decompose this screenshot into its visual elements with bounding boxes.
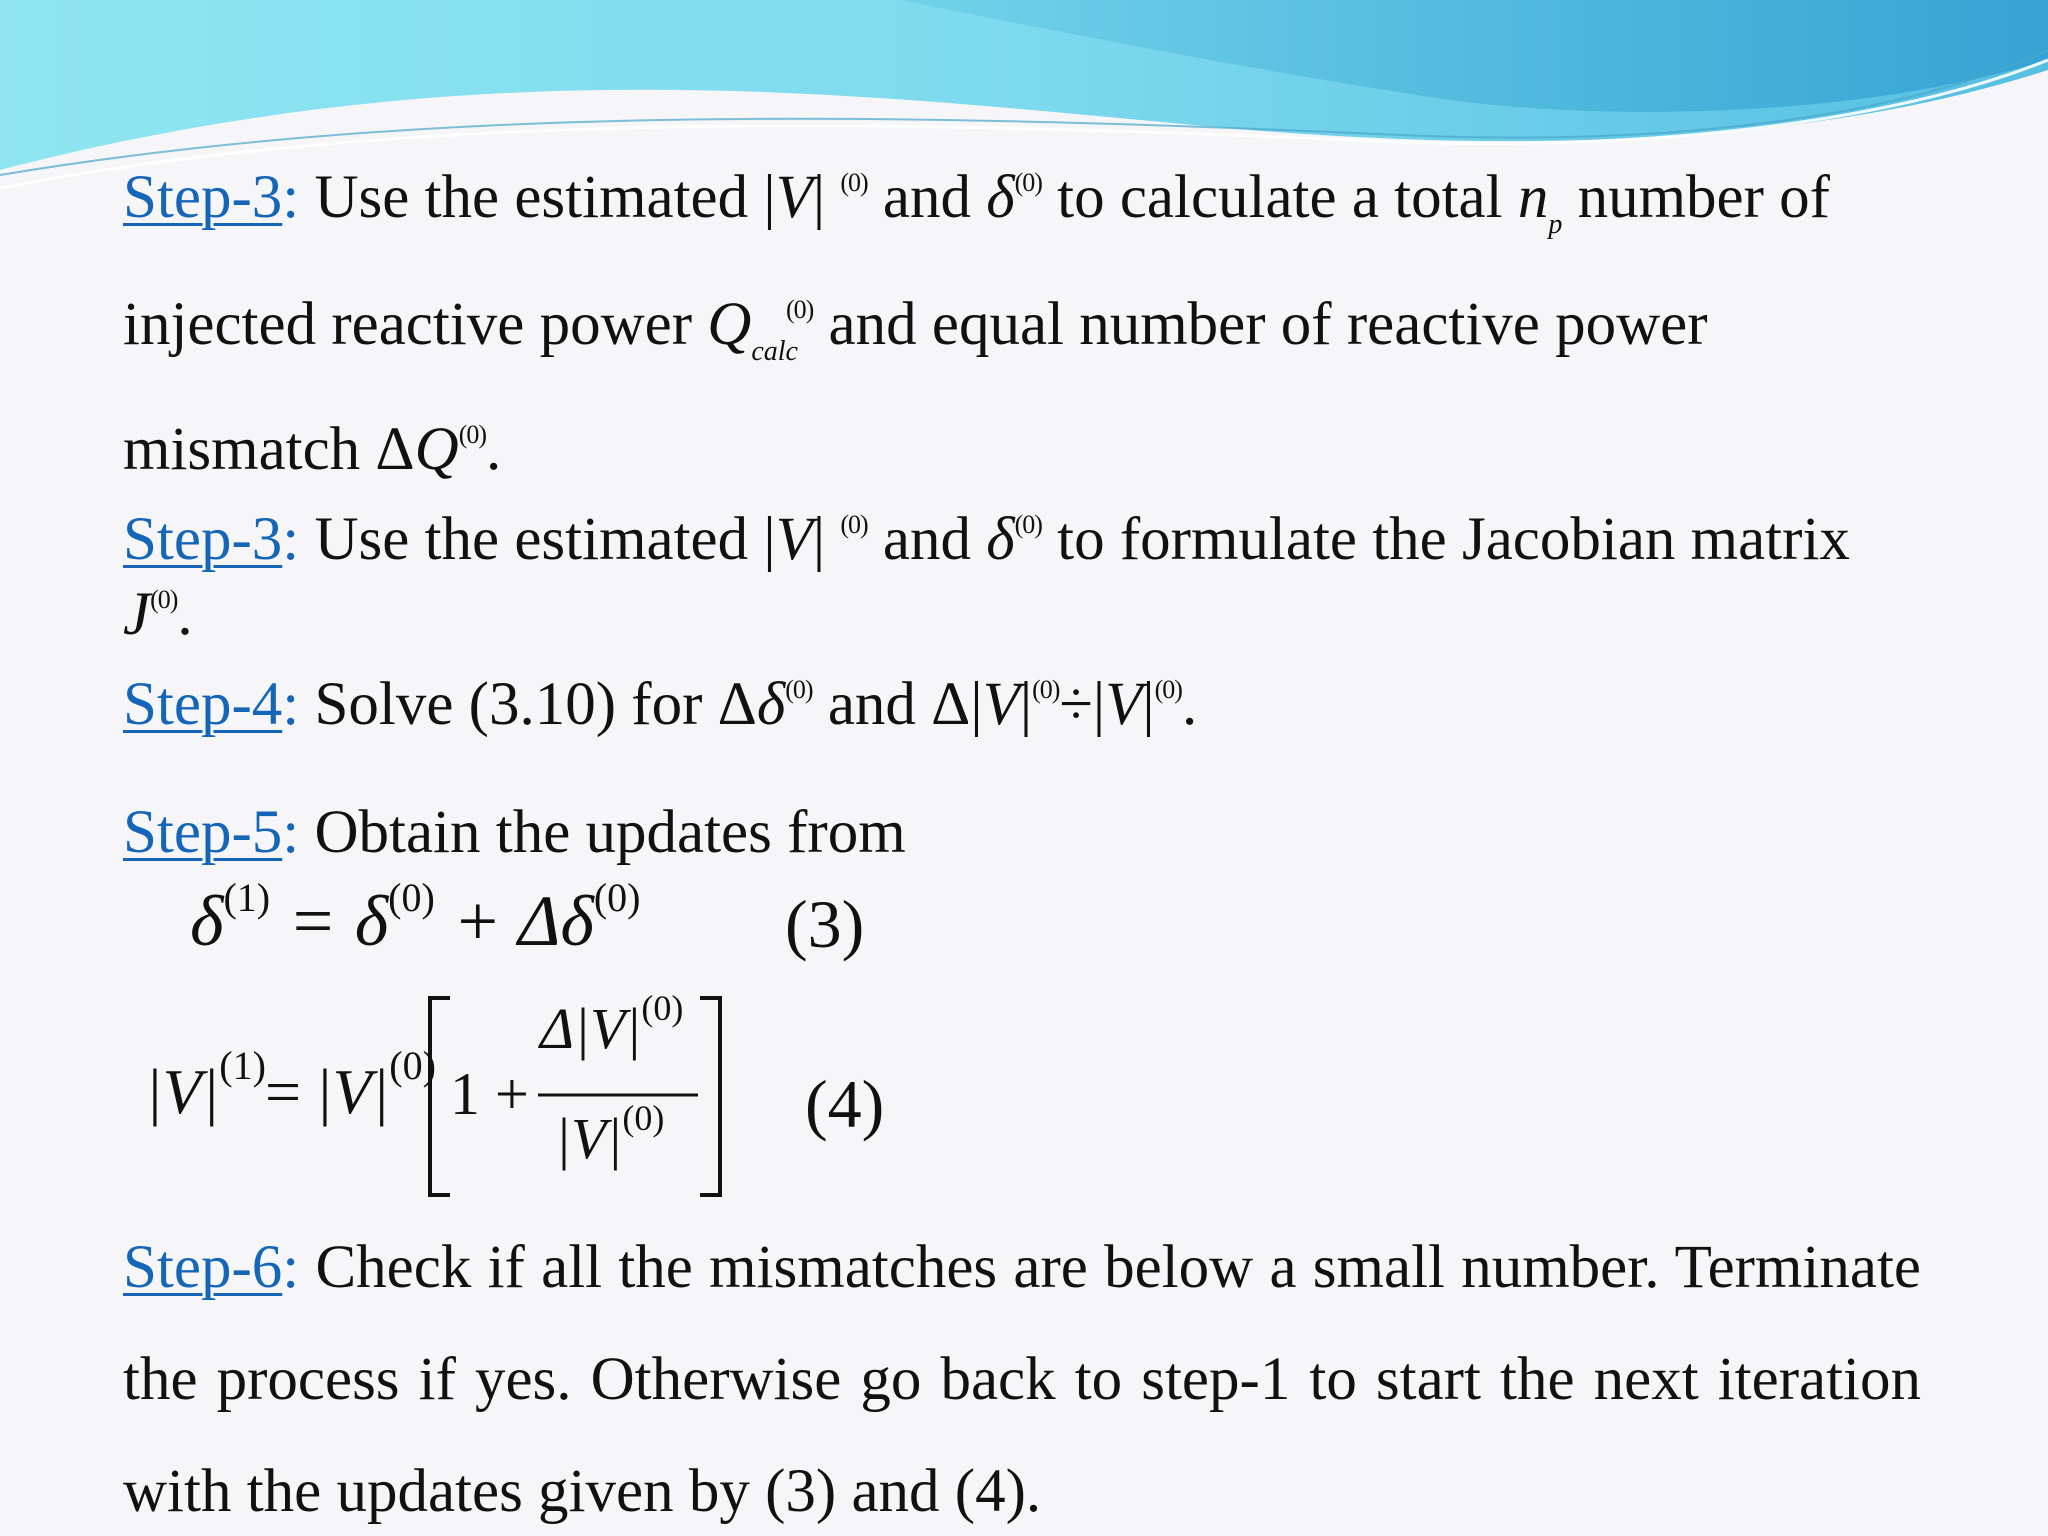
var-Q: Q: [414, 416, 459, 483]
eq3-lhs-sup: (1): [223, 875, 271, 920]
step4-line: [123, 670, 1197, 751]
step3a-line3: [123, 415, 501, 496]
eq4-den: |V|: [555, 1106, 623, 1171]
step3b-text-b: |: [812, 506, 841, 573]
step4-text-a: Solve (3.10) for Δ: [299, 671, 757, 738]
equation-4-mid: [315, 1043, 436, 1129]
step4-text-e: |: [1142, 671, 1155, 738]
equation-4-number: (4): [805, 1066, 885, 1142]
var-Q: Q: [707, 291, 752, 358]
equation-4-one-plus: 1 +: [450, 1061, 529, 1127]
step-colon: :: [282, 164, 300, 231]
eq4-mid: |V|: [315, 1056, 390, 1127]
step3b-text-d: to formulate the Jacobian matrix: [1041, 506, 1850, 573]
step3a-line2-a: injected reactive power: [123, 291, 708, 358]
equation-4-eq: =: [265, 1056, 302, 1127]
eq4-den-sup: (0): [622, 1098, 665, 1138]
equation-4-denominator: [555, 1098, 665, 1172]
eq4-mid-sup: (0): [389, 1043, 436, 1088]
eq4-num: Δ|V|: [540, 996, 642, 1061]
equation-3-number: (3): [785, 886, 865, 962]
step3a-line1: [123, 163, 1830, 244]
sup-0: (0): [1014, 510, 1042, 539]
sup-0: (0): [458, 420, 487, 449]
equation-4-lhs: [145, 1043, 266, 1129]
step3a-link[interactable]: Step-3: [123, 164, 283, 231]
step4-text-d: ÷|: [1059, 671, 1106, 738]
step4-end: .: [1181, 671, 1198, 738]
var-V: V: [982, 671, 1020, 738]
eq4-lhs: |V|: [145, 1056, 220, 1127]
step3b-line1: [123, 505, 1850, 586]
step4-link[interactable]: Step-4: [123, 671, 283, 738]
step6-link[interactable]: Step-6: [123, 1234, 283, 1301]
eq4-num-sup: (0): [641, 988, 684, 1028]
sup-0: (0): [785, 295, 814, 324]
step6-paragraph: [123, 1212, 1921, 1536]
var-delta: δ: [986, 164, 1015, 231]
step3b-text-a: Use the estimated |: [299, 506, 776, 573]
sup-0: (0): [785, 675, 813, 704]
step3a-text-d: to calculate a total: [1041, 164, 1518, 231]
equation-4-numerator: [540, 988, 684, 1062]
sup-0: (0): [1154, 675, 1182, 704]
sup-0: (0): [150, 585, 178, 614]
eq4-lhs-sup: (1): [219, 1043, 266, 1088]
eq3-mid-sup: (0): [388, 875, 435, 920]
var-n: n: [1517, 164, 1549, 231]
sup-0: (0): [1014, 168, 1042, 197]
sub-p: p: [1548, 209, 1563, 240]
sub-calc: calc: [751, 336, 798, 367]
step-colon: :: [282, 506, 300, 573]
step3b-line2: [123, 580, 193, 661]
step5-line: [123, 798, 906, 868]
sup-0: (0): [1032, 675, 1060, 704]
step3a-line2: [123, 290, 1708, 371]
sup-0: (0): [840, 168, 868, 197]
equation-3: [190, 875, 641, 963]
step3a-text-b: |: [812, 164, 841, 231]
var-V: V: [775, 506, 813, 573]
eq3-plus: + Δδ: [434, 881, 594, 961]
var-J: J: [123, 581, 151, 648]
step3a-line3-a: mismatch Δ: [123, 416, 415, 483]
eq3-lhs: δ: [190, 881, 224, 961]
step-colon: :: [282, 1234, 300, 1301]
step-colon: :: [282, 671, 300, 738]
var-delta: δ: [756, 671, 786, 738]
var-V: V: [775, 164, 813, 231]
var-V: V: [1105, 671, 1143, 738]
step5-text: Obtain the updates from: [299, 799, 906, 866]
step3a-text-c: and: [867, 164, 987, 231]
step-colon: :: [282, 799, 300, 866]
var-delta: δ: [986, 506, 1015, 573]
step4-text-b: and Δ|: [812, 671, 983, 738]
step3a-text-e: number of: [1562, 164, 1830, 231]
step5-link[interactable]: Step-5: [123, 799, 283, 866]
step6-text: Check if all the mismatches are below a small number. Terminate the process if yes. Otherwise go back to step-1 to start the next iteration with the updates given by (3) and (4).: [123, 1234, 1921, 1525]
eq3-rhs-sup: (0): [593, 875, 641, 920]
sup-0: (0): [840, 510, 868, 539]
step4-text-c: |: [1019, 671, 1033, 738]
step3b-text-c: and: [867, 506, 987, 573]
step3a-text-a: Use the estimated |: [299, 164, 776, 231]
step3b-end: .: [177, 581, 193, 648]
step3b-link[interactable]: Step-3: [123, 506, 283, 573]
step3a-line2-b: and equal number of reactive power: [813, 291, 1708, 358]
step3a-line3-b: .: [486, 416, 502, 483]
eq3-eq: = δ: [270, 881, 389, 961]
